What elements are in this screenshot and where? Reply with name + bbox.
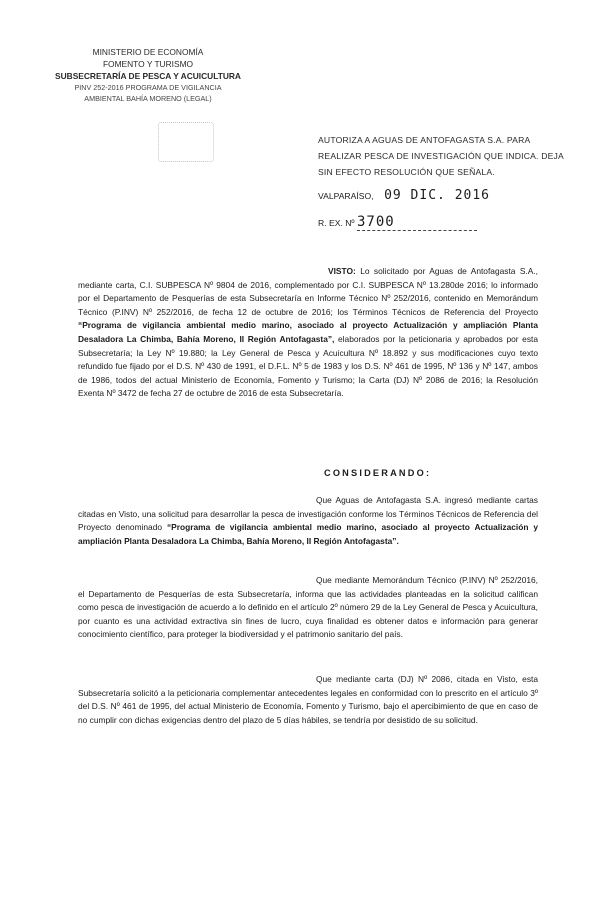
- p3-text: Que mediante carta (DJ) Nº 2086, citada en Visto, esta Subsecretaría solicitó a la peticionaria complementar antecedentes legales en conformidad con lo prescrito en el artículo 3º del D.S. Nº 461 de 1995, del actual Ministerio de Economía, Fomento y Turismo, bajo el apercibimiento de que en caso de no cumplir con dichas exigencias dentro del plazo de 5 días hábiles, se tendría por desistido de su solicitud.: [78, 674, 538, 725]
- letterhead: [48, 46, 248, 104]
- letterhead-reference-2: AMBIENTAL BAHÍA MORENO (LEGAL): [84, 94, 212, 103]
- considerando-heading: CONSIDERANDO:: [324, 468, 432, 478]
- considerando-paragraph-3: [78, 673, 538, 727]
- p1-project-title: “Programa de vigilancia ambiental medio marino, asociado al proyecto Actualización y ampliación Planta Desaladora La Chimba, Bahía Moreno, II Región Antofagasta”.: [78, 522, 539, 546]
- resolution-number: 3700: [357, 215, 477, 231]
- p2-text: Que mediante Memorándum Técnico (P.INV) Nº 252/2016, el Departamento de Pesquerías de esta Subsecretaría, informa que las actividades planteadas en la solicitud califican como pesca de investigación de acuerdo a lo definido en el artículo 2º número 29 de la Ley General de Pesca y Acuicultura, por cuanto es una actividad extractiva sin fines de lucro, cuya finalidad es obtener datos e información para generar conocimiento científico, para proteger la biodiversidad y el patrimonio sanitario del país.: [78, 575, 538, 640]
- visto-paragraph: [78, 265, 538, 401]
- considerando-paragraph-2: [78, 574, 538, 642]
- resolution-number-line: [318, 213, 578, 233]
- resolution-subject: AUTORIZA A AGUAS DE ANTOFAGASTA S.A. PARA REALIZAR PESCA DE INVESTIGACIÓN QUE INDICA. DEJA SIN EFECTO RESOLUCIÓN QUE SEÑALA.: [318, 135, 564, 177]
- place-label: VALPARAÍSO,: [318, 191, 374, 201]
- resolution-label: R. EX. Nº: [318, 218, 355, 228]
- letterhead-ministry: MINISTERIO DE ECONOMÍA: [92, 47, 204, 57]
- considerando-paragraph-1: [78, 494, 538, 548]
- visto-label: VISTO:: [328, 266, 356, 276]
- stamp-mark: [158, 122, 214, 162]
- letterhead-subsecretaria: SUBSECRETARÍA DE PESCA Y ACUICULTURA: [55, 71, 241, 81]
- letterhead-ministry-sub: FOMENTO Y TURISMO: [102, 59, 194, 69]
- visto-text-a: Lo solicitado por Aguas de Antofagasta S.A., mediante carta, C.I. SUBPESCA Nº 9804 de 2016, complementado por C.I. SUBPESCA Nº 13.280de 2016; lo informado por el Departamento de Pesquerías de esta Subsecretaría en Informe Técnico Nº 252/2016, contenido en Memorándum Técnico (P.INV) Nº 252/2016, de fecha 12 de octubre de 2016; los Términos Técnicos de Referencia del Proyecto: [78, 266, 538, 317]
- letterhead-reference-1: PINV 252-2016 PROGRAMA DE VIGILANCIA: [74, 83, 222, 92]
- place-date-line: [318, 186, 578, 206]
- visto-text-c: elaborados por la peticionaria y aprobados por esta Subsecretaría; la Ley Nº 19.880; la Ley General de Pesca y Acuicultura Nº 18.892 y sus modificaciones cuyo texto refundido fue fijado por el D.S. Nº 430 de 1991, el D.F.L. Nº 5 de 1983 y los D.S. Nº 461 de 1995, Nº 136 y Nº 147, ambos de 1986, todos del actual Ministerio de Economía, Fomento y Turismo; la Carta (DJ) Nº 2086 de 2016; la Resolución Exenta Nº 3472 de fecha 27 de octubre de 2016 de esta Subsecretaría.: [78, 333, 539, 399]
- date-stamp: 09 DIC. 2016: [384, 188, 490, 203]
- visto-project-title: “Programa de vigilancia ambiental medio marino, asociado al proyecto Actualización y ampliación Planta Desaladora La Chimba, Bahía Moreno, II Región Antofagasta”,: [78, 320, 538, 344]
- p1-text: Que Aguas de Antofagasta S.A. ingresó mediante cartas citadas en Visto, una solicitud para desarrollar la pesca de investigación conforme los Términos Técnicos de Referencia del Proyecto denominado: [78, 495, 538, 533]
